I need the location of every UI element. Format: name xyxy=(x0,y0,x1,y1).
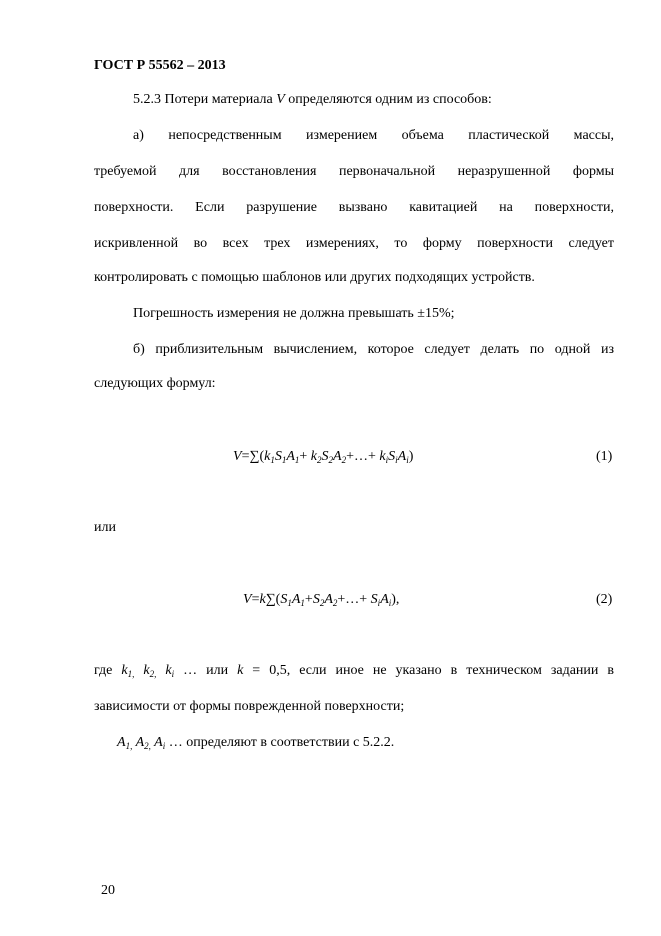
where-suffix: = 0,5, если иное не указано в техническом задании в xyxy=(243,663,615,678)
section-text-before: Потери материала xyxy=(161,92,277,107)
section-symbol: V xyxy=(276,92,285,107)
where-line-2: зависимости от формы поврежденной поверхности; xyxy=(94,699,405,714)
where-prefix: где xyxy=(94,663,122,678)
para-b-line-2: следующих формул: xyxy=(94,376,216,391)
coeff-symbols: $k_{1,}$ $k_{2,}$ $k_i$ xyxy=(121,663,175,679)
para-a-line-4: искривленной во всех трех измерениях, то форму поверхности следует xyxy=(94,236,614,251)
page-number: 20 xyxy=(101,883,115,898)
para-a-line-1: а) непосредственным измерением объема пластической массы, xyxy=(133,128,614,143)
formula-2: $V=k\sum(S_1A_1+S_2A_2+\dots+ S_iA_i)$, xyxy=(243,592,400,608)
areas-line xyxy=(117,735,394,751)
where-line-1 xyxy=(94,663,614,679)
para-a-line-5: контролировать с помощью шаблонов или других подходящих устройств. xyxy=(94,270,535,285)
section-number: 5.2.3 xyxy=(133,92,161,107)
or-word: или xyxy=(94,520,116,535)
tolerance-text: Погрешность измерения не должна превышать ±15%; xyxy=(133,306,455,321)
para-b-line-1: б) приблизительным вычислением, которое следует делать по одной из xyxy=(133,342,614,357)
formula-1-number: (1) xyxy=(596,449,613,464)
where-middle: … или xyxy=(174,663,238,678)
formula-2-number: (2) xyxy=(596,592,613,607)
area-symbols: $A_{1,}$ $A_{2,}$ $A_i$ xyxy=(117,735,166,751)
section-intro xyxy=(133,92,492,108)
para-a-line-3: поверхности. Если разрушение вызвано кавитацией на поверхности, xyxy=(94,200,614,215)
k-symbol: k xyxy=(237,663,244,678)
areas-text: … определяют в соответствии с 5.2.2. xyxy=(165,735,395,750)
document-header: ГОСТ Р 55562 – 2013 xyxy=(94,58,226,73)
formula-1: $V=\sum(k_1S_1A_1+$ $k_2S_2A_2+\dots+ k_iS_iA_i$) xyxy=(233,449,414,465)
section-text-after: определяются одним из способов: xyxy=(284,92,492,107)
para-a-line-2: требуемой для восстановления первоначальной неразрушенной формы xyxy=(94,164,614,179)
